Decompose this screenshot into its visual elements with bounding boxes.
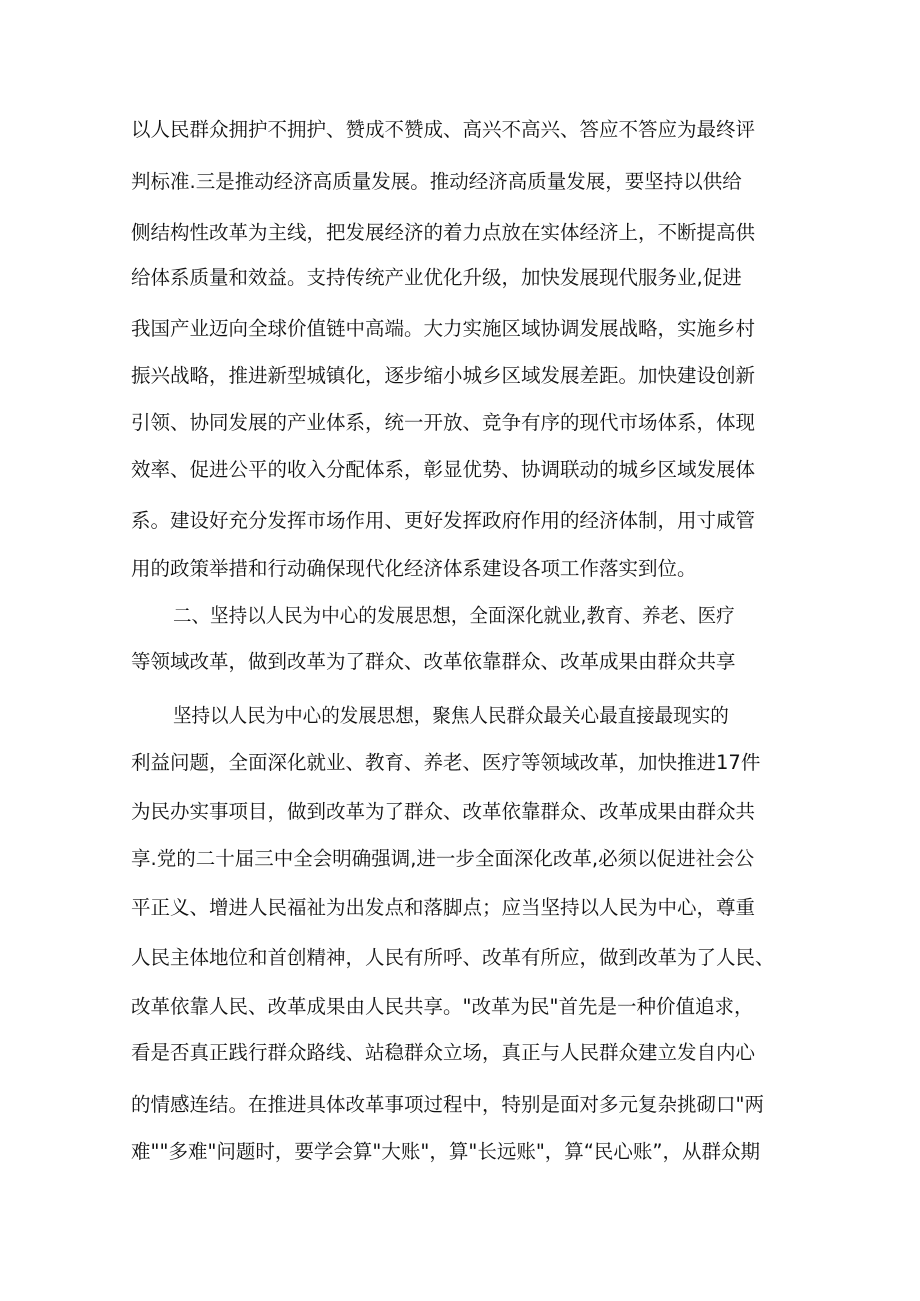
- text-line: 系。建设好充分发挥市场作用、更好发挥政府作用的经济体制，用寸咸管: [131, 509, 756, 532]
- text-line: 振兴战略，推进新型城镇化，逐步缩小城乡区域发展差距。加快建设创新: [131, 364, 756, 387]
- section-heading-line: 二、坚持以人民为中心的发展思想，全面深化就业,教育、养老、医疗: [173, 604, 735, 627]
- text-line: 坚持以人民为中心的发展思想，聚焦人民群众最关心最直接最现实的: [173, 704, 729, 727]
- text-line: 给体系质量和效益。支持传统产业优化升级，加快发展现代服务业,促进: [131, 266, 742, 289]
- text-line: 享.党的二十届三中全会明确强调,进一步全面深化改革,必须以促进社会公: [131, 847, 755, 870]
- text-line: 侧结构性改革为主线，把发展经济的着力点放在实体经济上，不断提高供: [131, 221, 756, 244]
- text-line: 平正义、增进人民福祉为出发点和落脚点；应当坚持以人民为中心，尊重: [131, 896, 756, 919]
- text-line: 用的政策举措和行动确保现代化经济体系建设各项工作落实到位。: [131, 557, 697, 580]
- text-line: 看是否真正践行群众路线、站稳群众立场，真正与人民群众建立发自内心: [131, 1041, 756, 1064]
- text-line: 以人民群众拥护不拥护、赞成不赞成、高兴不高兴、答应不答应为最终评: [131, 118, 756, 141]
- text-line: 难""多难"问题时，要学会算"大账"，算"长远账"，算“民心账”，从群众期: [131, 1140, 760, 1163]
- text-line: 我国产业迈向全球价值链中高端。大力实施区域协调发展战略，实施乡村: [131, 317, 756, 340]
- text-line: 利益问题，全面深化就业、教育、养老、医疗等领域改革，加快推进17件: [131, 751, 761, 774]
- text-line: 改革依靠人民、改革成果由人民共享。"改革为民"首先是一种价值追求，: [131, 995, 754, 1018]
- text-line: 为民办实事项目，做到改革为了群众、改革依靠群众、改革成果由群众共: [131, 800, 756, 823]
- text-line: 引领、协同发展的产业体系，统一开放、竞争有序的现代市场体系，体现: [131, 411, 756, 434]
- text-line: 的情感连结。在推进具体改革事项过程中，特别是面对多元复杂挑砌口"两: [131, 1093, 764, 1116]
- text-line: 效率、促进公平的收入分配体系，彰显优势、协调联动的城乡区域发展体: [131, 458, 756, 481]
- section-heading-line: 等领域改革，做到改革为了群众、改革依靠群众、改革成果由群众共享: [131, 650, 736, 673]
- text-line: 判标准.三是推动经济高质量发展。推动经济高质量发展，要坚持以供给: [131, 170, 742, 193]
- text-line: 人民主体地位和首创精神，人民有所呼、改革有所应，做到改革为了人民、: [131, 946, 775, 969]
